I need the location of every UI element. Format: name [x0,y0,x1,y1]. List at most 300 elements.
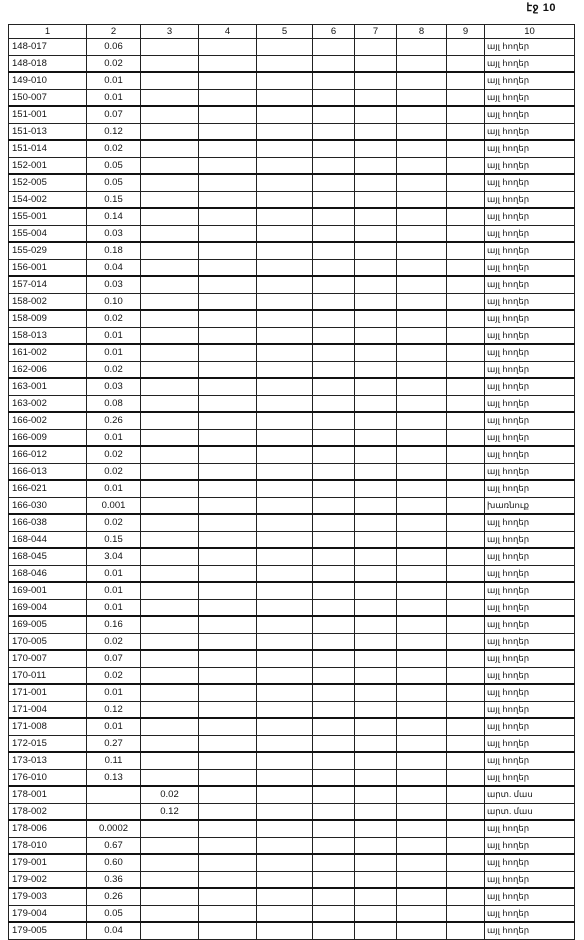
area-cell: 0.01 [87,327,141,344]
parcel-code-cell: 166-038 [9,514,87,531]
parcel-code-cell: 148-017 [9,39,87,56]
empty-cell [199,293,257,310]
table-row [9,548,575,565]
land-purpose-cell: այլ հողեր [485,752,575,769]
land-purpose-cell: այլ հողեր [485,735,575,752]
empty-cell [447,888,485,905]
empty-cell [447,667,485,684]
empty-cell [199,39,257,56]
empty-cell [257,701,313,718]
table-row [9,888,575,905]
empty-cell [257,395,313,412]
table-row [9,242,575,259]
table-row [9,820,575,837]
land-purpose-cell: այլ հողեր [485,922,575,939]
parcel-code-cell: 157-014 [9,276,87,293]
land-purpose-cell: այլ հողեր [485,276,575,293]
parcel-code-cell: 152-005 [9,174,87,191]
empty-cell [257,820,313,837]
column-3-cell [141,616,199,633]
land-purpose-cell: այլ հողեր [485,361,575,378]
empty-cell [257,276,313,293]
empty-cell [397,259,447,276]
land-purpose-cell: այլ հողեր [485,650,575,667]
empty-cell [257,497,313,514]
land-purpose-cell: այլ հողեր [485,174,575,191]
empty-cell [397,905,447,922]
parcel-code-cell: 166-013 [9,463,87,480]
empty-cell [355,837,397,854]
area-cell: 0.14 [87,208,141,225]
land-purpose-cell: այլ հողեր [485,446,575,463]
column-3-cell [141,106,199,123]
parcel-code-cell: 162-006 [9,361,87,378]
column-3-cell [141,140,199,157]
empty-cell [447,752,485,769]
land-purpose-cell: այլ հողեր [485,871,575,888]
empty-cell [397,531,447,548]
empty-cell [447,225,485,242]
empty-cell [257,72,313,89]
column-3-cell [141,463,199,480]
land-purpose-cell: այլ հողեր [485,157,575,174]
table-row [9,650,575,667]
column-3-cell [141,310,199,327]
empty-cell [257,293,313,310]
land-purpose-cell: այլ հողեր [485,837,575,854]
parcel-code-cell: 173-013 [9,752,87,769]
empty-cell [447,922,485,939]
empty-cell [397,616,447,633]
empty-cell [199,89,257,106]
empty-cell [257,633,313,650]
empty-cell [313,497,355,514]
land-purpose-cell: խառնուք [485,497,575,514]
column-3-cell [141,276,199,293]
empty-cell [447,684,485,701]
empty-cell [447,548,485,565]
empty-cell [257,123,313,140]
empty-cell [447,905,485,922]
area-cell: 0.01 [87,718,141,735]
table-row [9,480,575,497]
parcel-code-cell: 179-005 [9,922,87,939]
empty-cell [313,157,355,174]
empty-cell [355,667,397,684]
table-row [9,310,575,327]
land-parcel-table [8,24,575,940]
empty-cell [355,905,397,922]
empty-cell [257,684,313,701]
empty-cell [447,293,485,310]
area-cell: 0.12 [87,123,141,140]
empty-cell [199,361,257,378]
empty-cell [397,89,447,106]
empty-cell [313,718,355,735]
land-purpose-cell: այլ հողեր [485,293,575,310]
column-3-cell [141,701,199,718]
land-purpose-cell: այլ հողեր [485,701,575,718]
empty-cell [313,446,355,463]
area-cell: 0.10 [87,293,141,310]
empty-cell [199,225,257,242]
empty-cell [447,735,485,752]
empty-cell [199,616,257,633]
column-3-cell [141,769,199,786]
table-row [9,412,575,429]
empty-cell [397,361,447,378]
column-header: 6 [313,25,355,39]
empty-cell [313,208,355,225]
area-cell: 0.05 [87,157,141,174]
empty-cell [355,55,397,72]
column-3-cell [141,344,199,361]
empty-cell [257,39,313,56]
parcel-code-cell: 163-002 [9,395,87,412]
empty-cell [447,123,485,140]
empty-cell [313,191,355,208]
area-cell: 0.02 [87,463,141,480]
column-3-cell [141,599,199,616]
empty-cell [397,599,447,616]
table-row [9,55,575,72]
empty-cell [313,395,355,412]
empty-cell [355,327,397,344]
empty-cell [397,854,447,871]
parcel-code-cell: 172-015 [9,735,87,752]
parcel-code-cell: 156-001 [9,259,87,276]
empty-cell [199,786,257,803]
empty-cell [447,106,485,123]
empty-cell [313,667,355,684]
land-purpose-cell: այլ հողեր [485,480,575,497]
empty-cell [355,123,397,140]
empty-cell [199,837,257,854]
empty-cell [199,769,257,786]
empty-cell [355,480,397,497]
table-row [9,446,575,463]
empty-cell [397,922,447,939]
empty-cell [397,140,447,157]
land-purpose-cell: այլ հողեր [485,72,575,89]
empty-cell [447,310,485,327]
parcel-code-cell: 171-008 [9,718,87,735]
area-cell: 0.18 [87,242,141,259]
table-row [9,565,575,582]
table-row [9,174,575,191]
column-header: 7 [355,25,397,39]
column-3-cell [141,871,199,888]
column-3-cell: 0.02 [141,786,199,803]
empty-cell [257,854,313,871]
empty-cell [257,446,313,463]
area-cell: 0.04 [87,259,141,276]
column-3-cell [141,327,199,344]
empty-cell [397,582,447,599]
column-3-cell [141,123,199,140]
column-3-cell [141,412,199,429]
empty-cell [355,378,397,395]
empty-cell [397,735,447,752]
land-purpose-cell: այլ հողեր [485,242,575,259]
empty-cell [397,684,447,701]
table-row [9,531,575,548]
empty-cell [199,191,257,208]
parcel-code-cell: 150-007 [9,89,87,106]
land-purpose-cell: այլ հողեր [485,769,575,786]
empty-cell [397,565,447,582]
empty-cell [447,650,485,667]
table-row [9,871,575,888]
empty-cell [313,123,355,140]
empty-cell [447,429,485,446]
empty-cell [397,769,447,786]
table-row [9,803,575,820]
parcel-code-cell: 161-002 [9,344,87,361]
empty-cell [397,871,447,888]
land-purpose-cell: այլ հողեր [485,327,575,344]
parcel-code-cell: 178-002 [9,803,87,820]
table-row [9,361,575,378]
empty-cell [257,463,313,480]
parcel-code-cell: 169-001 [9,582,87,599]
empty-cell [355,446,397,463]
area-cell: 0.01 [87,599,141,616]
empty-cell [397,412,447,429]
empty-cell [313,769,355,786]
column-header: 3 [141,25,199,39]
table-row [9,599,575,616]
empty-cell [397,701,447,718]
land-purpose-cell: այլ հողեր [485,888,575,905]
column-3-cell [141,395,199,412]
area-cell: 0.01 [87,684,141,701]
empty-cell [447,565,485,582]
parcel-code-cell: 168-046 [9,565,87,582]
empty-cell [355,565,397,582]
area-cell: 3.04 [87,548,141,565]
table-row [9,39,575,56]
column-3-cell [141,650,199,667]
land-purpose-cell: այլ հողեր [485,310,575,327]
table-row [9,225,575,242]
empty-cell [313,480,355,497]
empty-cell [199,803,257,820]
table-row [9,667,575,684]
empty-cell [257,922,313,939]
empty-cell [313,633,355,650]
empty-cell [313,922,355,939]
parcel-code-cell: 169-004 [9,599,87,616]
empty-cell [257,650,313,667]
empty-cell [397,276,447,293]
empty-cell [199,582,257,599]
column-3-cell [141,922,199,939]
empty-cell [355,786,397,803]
table-row [9,582,575,599]
column-3-cell [141,888,199,905]
table-row [9,701,575,718]
land-purpose-cell: այլ հողեր [485,123,575,140]
empty-cell [313,463,355,480]
empty-cell [199,548,257,565]
empty-cell [355,888,397,905]
area-cell: 0.02 [87,310,141,327]
empty-cell [313,174,355,191]
empty-cell [355,72,397,89]
empty-cell [447,854,485,871]
column-3-cell [141,531,199,548]
empty-cell [355,310,397,327]
empty-cell [447,514,485,531]
column-3-cell [141,191,199,208]
empty-cell [447,701,485,718]
empty-cell [355,191,397,208]
area-cell: 0.02 [87,55,141,72]
land-purpose-cell: այլ հողեր [485,633,575,650]
parcel-code-cell: 158-013 [9,327,87,344]
empty-cell [313,361,355,378]
empty-cell [199,633,257,650]
parcel-code-cell: 151-014 [9,140,87,157]
column-3-cell [141,854,199,871]
empty-cell [447,633,485,650]
area-cell: 0.03 [87,276,141,293]
table-row [9,769,575,786]
empty-cell [397,803,447,820]
empty-cell [313,378,355,395]
empty-cell [313,531,355,548]
land-purpose-cell: այլ հողեր [485,531,575,548]
column-header: 4 [199,25,257,39]
table-row [9,157,575,174]
empty-cell [199,310,257,327]
empty-cell [313,429,355,446]
empty-cell [199,667,257,684]
empty-cell [355,225,397,242]
area-cell: 0.01 [87,480,141,497]
empty-cell [199,242,257,259]
empty-cell [397,480,447,497]
empty-cell [447,395,485,412]
empty-cell [257,803,313,820]
empty-cell [199,208,257,225]
empty-cell [257,514,313,531]
empty-cell [257,667,313,684]
column-3-cell [141,497,199,514]
empty-cell [355,497,397,514]
empty-cell [397,837,447,854]
empty-cell [397,786,447,803]
empty-cell [199,735,257,752]
empty-cell [257,718,313,735]
table-row [9,854,575,871]
land-purpose-cell: այլ հողեր [485,106,575,123]
empty-cell [313,582,355,599]
land-purpose-cell: այլ հողեր [485,667,575,684]
empty-cell [355,208,397,225]
empty-cell [313,293,355,310]
empty-cell [355,463,397,480]
empty-cell [199,871,257,888]
empty-cell [447,327,485,344]
land-purpose-cell: այլ հողեր [485,344,575,361]
column-3-cell [141,837,199,854]
empty-cell [199,463,257,480]
area-cell: 0.12 [87,701,141,718]
table-row [9,684,575,701]
empty-cell [313,820,355,837]
land-purpose-cell: այլ հողեր [485,225,575,242]
empty-cell [199,395,257,412]
column-3-cell [141,446,199,463]
empty-cell [397,208,447,225]
parcel-code-cell: 179-003 [9,888,87,905]
column-3-cell [141,718,199,735]
empty-cell [257,548,313,565]
empty-cell [447,191,485,208]
empty-cell [257,769,313,786]
empty-cell [199,701,257,718]
empty-cell [257,752,313,769]
empty-cell [313,259,355,276]
empty-cell [313,514,355,531]
table-row [9,616,575,633]
empty-cell [313,72,355,89]
empty-cell [313,106,355,123]
column-header: 2 [87,25,141,39]
land-purpose-cell: արտ. մաս [485,786,575,803]
area-cell: 0.001 [87,497,141,514]
area-cell: 0.02 [87,140,141,157]
empty-cell [355,633,397,650]
land-purpose-cell: այլ հողեր [485,39,575,56]
empty-cell [313,837,355,854]
empty-cell [313,684,355,701]
empty-cell [355,684,397,701]
land-purpose-cell: այլ հողեր [485,378,575,395]
empty-cell [447,412,485,429]
area-cell: 0.07 [87,106,141,123]
empty-cell [397,123,447,140]
land-purpose-cell: այլ հողեր [485,463,575,480]
empty-cell [355,39,397,56]
column-header: 9 [447,25,485,39]
land-purpose-cell: այլ հողեր [485,55,575,72]
empty-cell [199,344,257,361]
parcel-code-cell: 170-011 [9,667,87,684]
column-3-cell [141,361,199,378]
table-row [9,123,575,140]
empty-cell [397,463,447,480]
empty-cell [447,446,485,463]
empty-cell [397,633,447,650]
empty-cell [199,905,257,922]
table-row [9,463,575,480]
parcel-code-cell: 178-006 [9,820,87,837]
column-header: 1 [9,25,87,39]
empty-cell [257,378,313,395]
empty-cell [355,922,397,939]
land-purpose-cell: այլ հողեր [485,259,575,276]
empty-cell [397,888,447,905]
empty-cell [199,752,257,769]
empty-cell [397,157,447,174]
empty-cell [199,55,257,72]
empty-cell [447,39,485,56]
empty-cell [355,718,397,735]
area-cell: 0.60 [87,854,141,871]
